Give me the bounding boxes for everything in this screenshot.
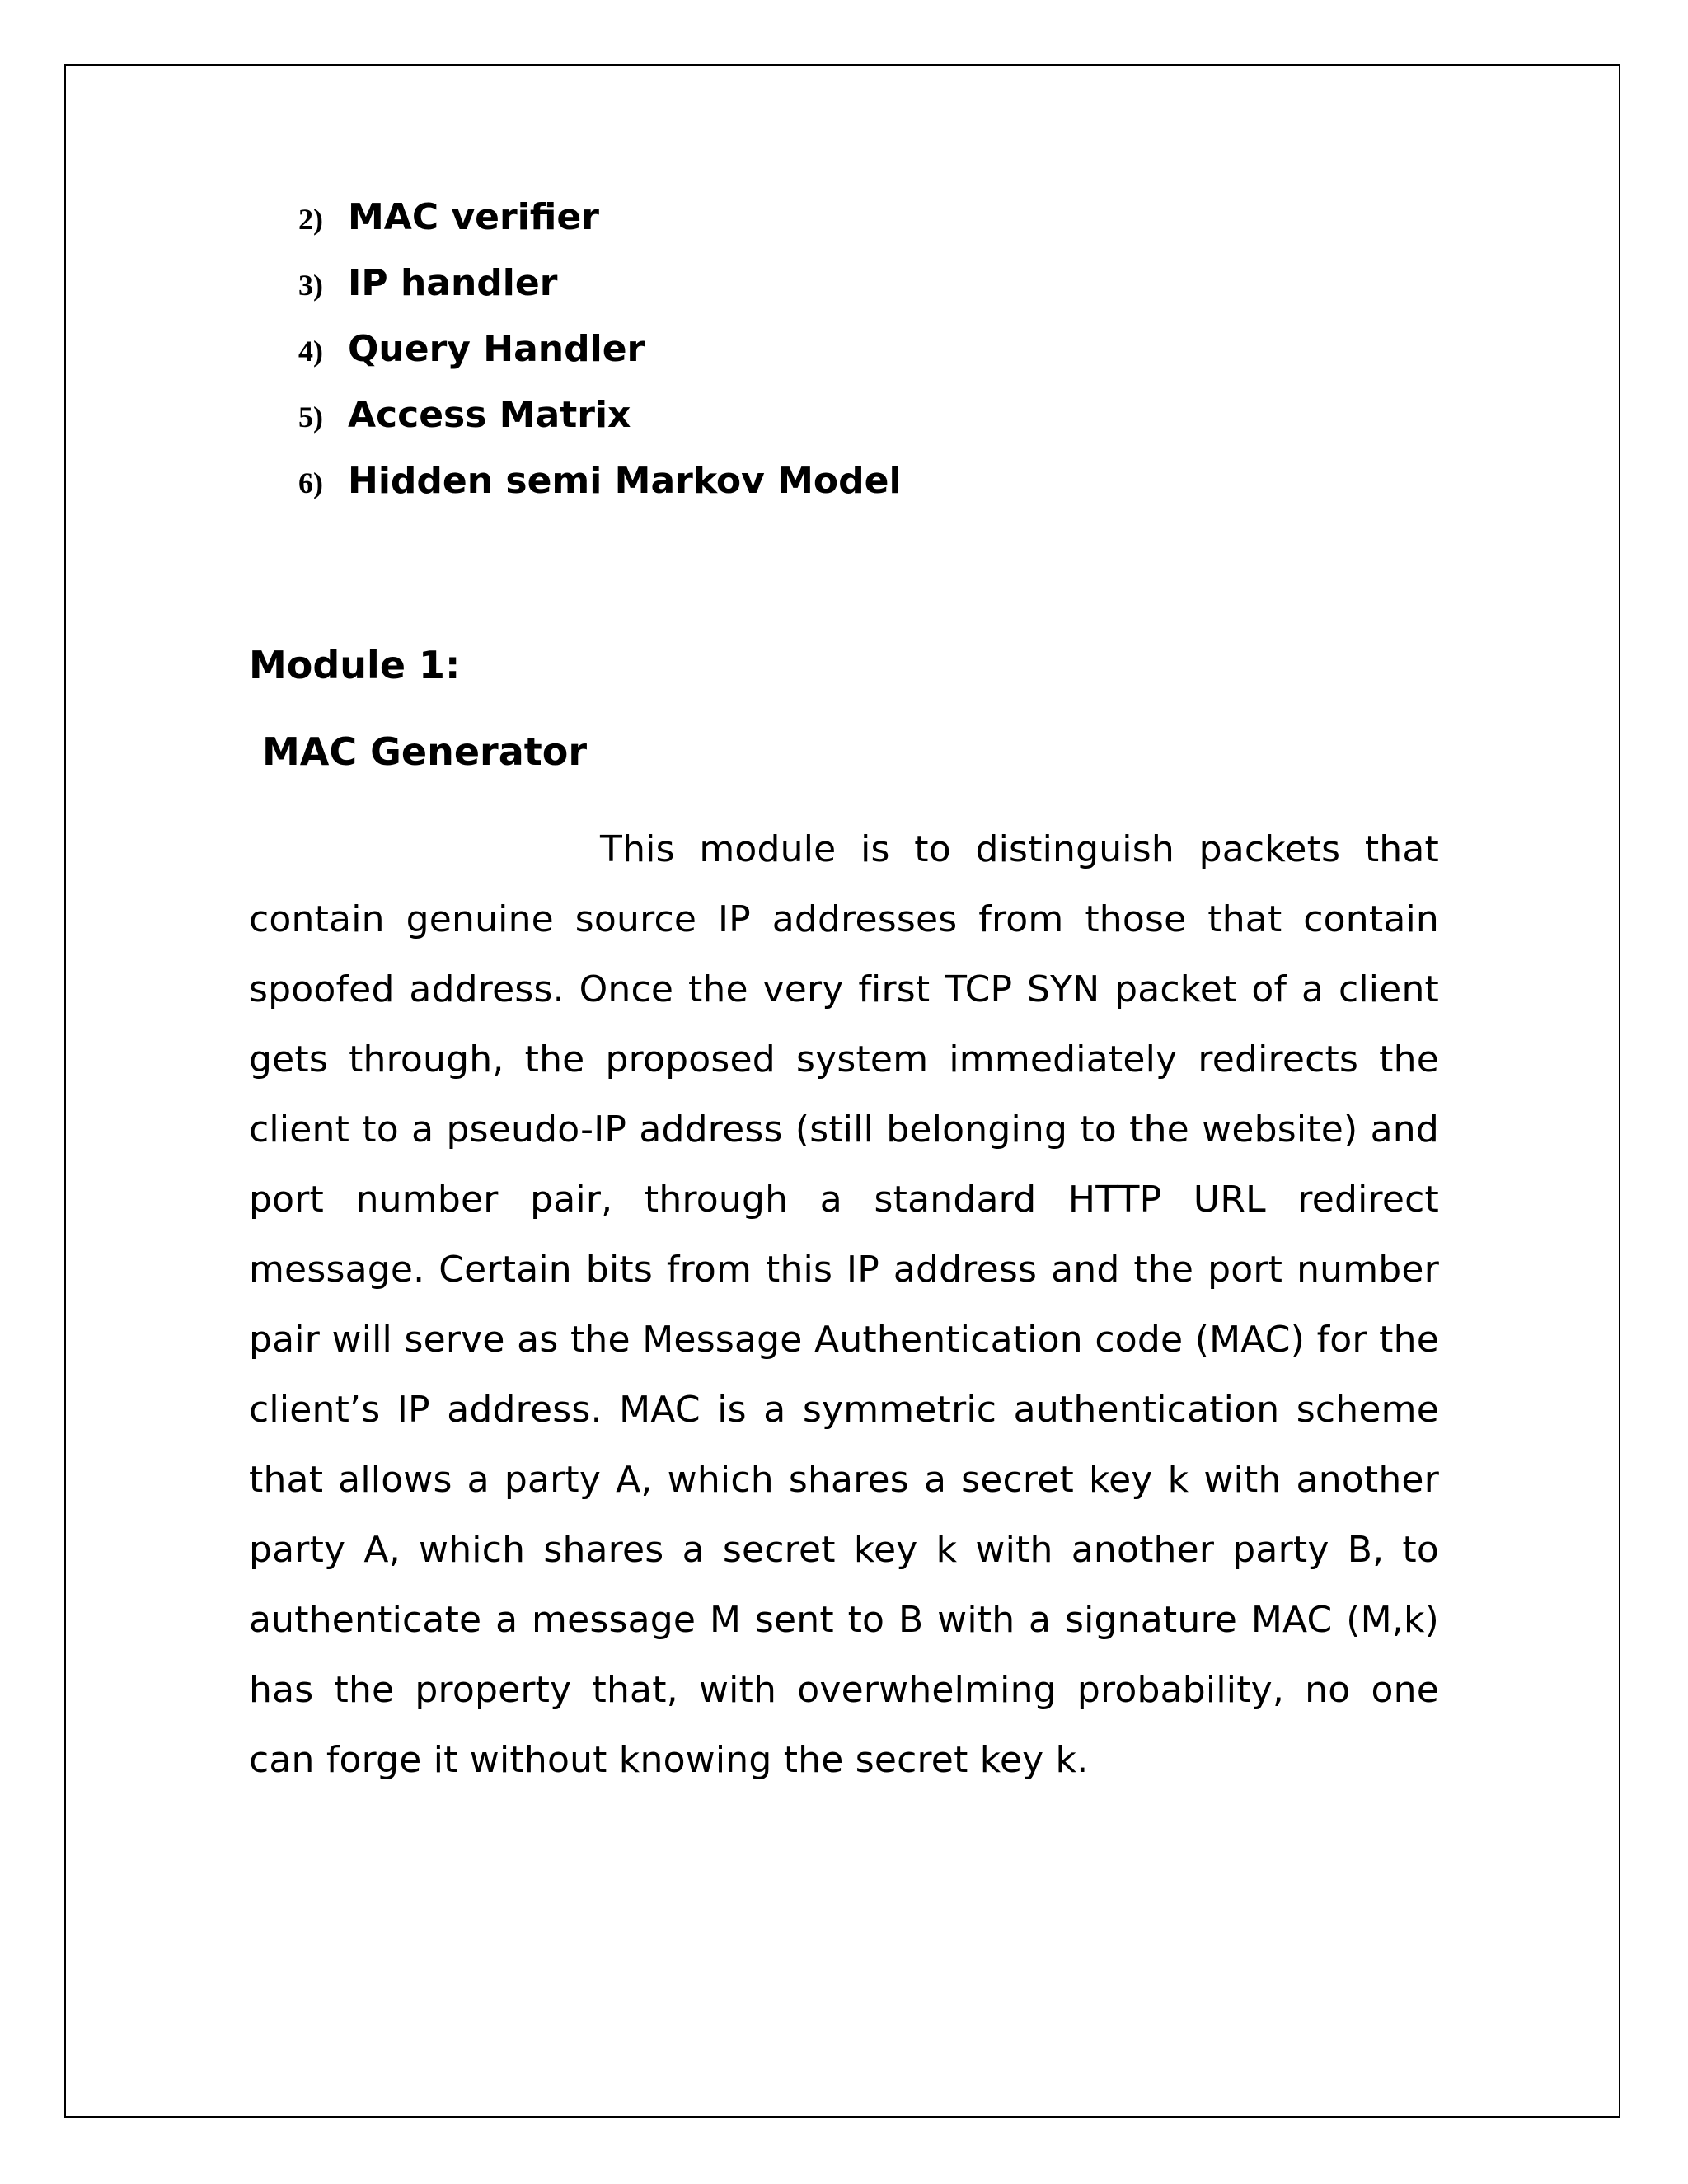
list-item xyxy=(298,460,902,526)
list-item-number: 2) xyxy=(298,203,323,236)
list-item-label: Query Handler xyxy=(348,328,645,370)
list-item-number: 4) xyxy=(298,335,323,368)
list-item-number: 5) xyxy=(298,401,323,434)
list-item-label: MAC verifier xyxy=(348,196,599,238)
list-item-number: 3) xyxy=(298,269,323,302)
module-list xyxy=(298,196,902,526)
list-item-label: Hidden semi Markov Model xyxy=(348,460,902,502)
list-item xyxy=(298,328,902,394)
list-item xyxy=(298,262,902,328)
module-heading: Module 1: xyxy=(249,643,461,687)
list-item xyxy=(298,196,902,262)
list-item-label: IP handler xyxy=(348,262,558,304)
module-description: This module is to distinguish packets that contain genuine source IP addresses from those that contain spoofed address. Once the very first TCP SYN packet of a client gets through, the proposed system immediately redirects the client to a pseudo-IP address (still belonging to the website) and port number pair, through a standard HTTP URL redirect message. Certain bits from this IP address and the port number pair will serve as the Message Authentication code (MAC) for the client’s IP address. MAC is a symmetric authentication scheme that allows a party A, which shares a secret key k with another party A, which shares a secret key k with another party B, to authenticate a message M sent to B with a signature MAC (M,k) has the property that, with overwhelming probability, no one can forge it without knowing the secret key k. xyxy=(249,828,1439,1781)
list-item-label: Access Matrix xyxy=(348,394,631,436)
list-item xyxy=(298,394,902,460)
module-subheading: MAC Generator xyxy=(262,729,588,774)
list-item-number: 6) xyxy=(298,466,323,499)
